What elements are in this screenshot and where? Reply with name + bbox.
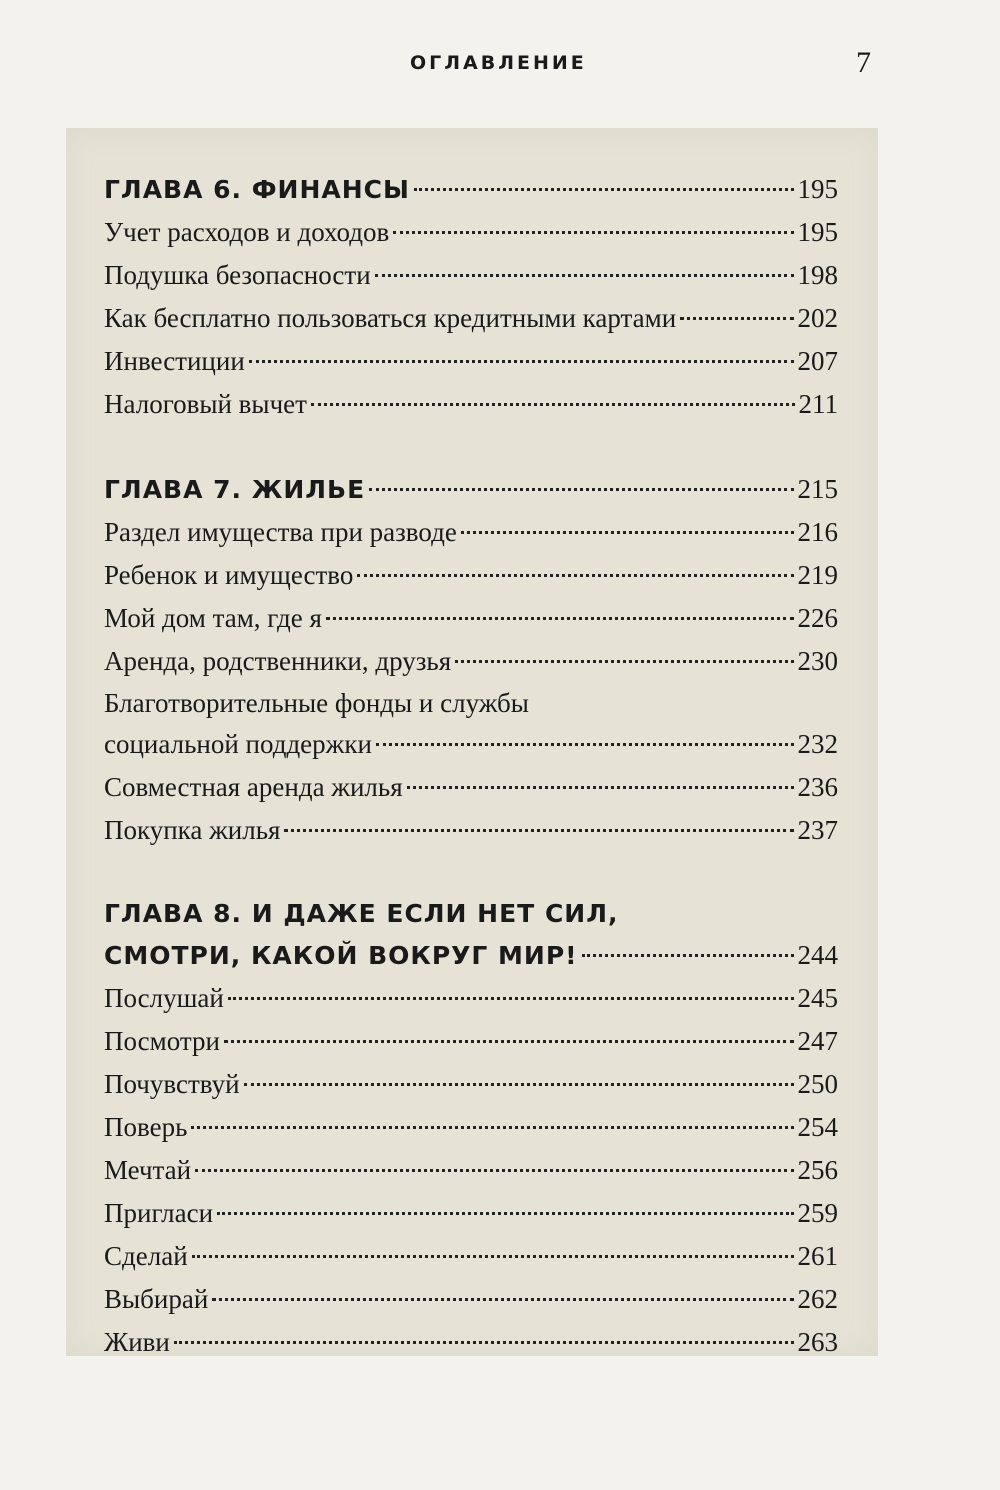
toc-entry[interactable] [104,1149,838,1192]
page-number: 7 [856,46,871,79]
toc-entry[interactable] [104,383,838,426]
toc-entry[interactable] [104,1321,838,1364]
entry-label: Выбирай [104,1284,209,1314]
toc-entry[interactable] [104,809,838,852]
dot-leader [212,1298,793,1301]
entry-page: 232 [797,729,838,759]
chapter-page: 195 [797,174,838,204]
toc-entry[interactable] [104,1235,838,1278]
entry-label: Раздел имущества при разводе [104,517,457,547]
entry-label-line1[interactable]: Благотворительные фонды и службы [104,688,529,718]
entry-page: 259 [797,1198,838,1228]
entry-page: 198 [797,260,838,290]
dot-leader [461,531,794,534]
entry-page: 236 [797,772,838,802]
dot-leader [195,1169,793,1172]
toc-entry[interactable] [104,254,838,297]
dot-leader [582,954,794,957]
entry-label: Почувствуй [104,1069,240,1099]
entry-label: Инвестиции [104,346,245,376]
section-gap [104,852,838,894]
entry-label: Сделай [104,1241,188,1271]
entry-label: Мой дом там, где я [104,603,322,633]
toc-chapter-6[interactable] [104,168,838,211]
dot-leader [393,231,793,234]
toc-entry[interactable] [104,211,838,254]
entry-page: 216 [797,517,838,547]
toc-chapter-7[interactable] [104,468,838,511]
dot-leader [249,360,794,363]
toc-entry[interactable] [104,511,838,554]
dot-leader [414,188,794,191]
entry-page: 219 [797,560,838,590]
toc-entry[interactable] [104,723,838,766]
running-head [0,48,1000,88]
dot-leader [191,1126,793,1129]
dot-leader [311,403,795,406]
dot-leader [228,997,794,1000]
entry-page: 247 [797,1026,838,1056]
chapter-title: ГЛАВА 7. ЖИЛЬЕ [104,475,366,504]
toc-entry[interactable] [104,977,838,1020]
dot-leader [217,1212,793,1215]
chapter-title-line1[interactable]: ГЛАВА 8. И ДАЖЕ ЕСЛИ НЕТ СИЛ, [104,899,619,928]
chapter-title: ГЛАВА 6. ФИНАНСЫ [104,175,410,204]
entry-label: Послушай [104,983,224,1013]
running-title: ОГЛАВЛЕНИЕ [410,52,587,74]
entry-label: Покупка жилья [104,815,281,845]
dot-leader [244,1083,794,1086]
entry-page: 261 [797,1241,838,1271]
chapter-title-line2: СМОТРИ, КАКОЙ ВОКРУГ МИР! [104,941,578,970]
entry-label: Ребенок и имущество [104,560,354,590]
entry-page: 245 [797,983,838,1013]
dot-leader [357,574,793,577]
dot-leader [680,317,793,320]
dot-leader [284,829,793,832]
entry-label: Подушка безопасности [104,260,371,290]
entry-page: 263 [797,1327,838,1357]
toc-entry[interactable] [104,1063,838,1106]
toc-entry[interactable] [104,554,838,597]
toc-entry[interactable] [104,1020,838,1063]
toc-entry[interactable] [104,340,838,383]
section-gap [104,426,838,468]
toc-entry[interactable] [104,1106,838,1149]
dot-leader [326,617,794,620]
dot-leader [455,660,793,663]
entry-page: 250 [797,1069,838,1099]
entry-label: Посмотри [104,1026,220,1056]
entry-label: Учет расходов и доходов [104,217,390,247]
entry-label: Как бесплатно пользоваться кредитными картами [104,303,677,333]
entry-label: Мечтай [104,1155,192,1185]
entry-label-line2: социальной поддержки [104,729,372,759]
toc-entry[interactable] [104,1278,838,1321]
entry-page: 230 [797,646,838,676]
entry-page: 211 [798,389,838,419]
dot-leader [192,1255,794,1258]
dot-leader [375,274,794,277]
dot-leader [376,743,794,746]
toc-entry[interactable] [104,1192,838,1235]
entry-label: Пригласи [104,1198,214,1228]
entry-page: 256 [797,1155,838,1185]
entry-label: Аренда, родственники, друзья [104,646,452,676]
entry-page: 254 [797,1112,838,1142]
entry-page: 195 [797,217,838,247]
toc-entry[interactable] [104,640,838,683]
table-of-contents [104,168,838,1364]
dot-leader [407,786,794,789]
entry-page: 202 [797,303,838,333]
chapter-page: 244 [797,940,838,970]
entry-page: 207 [797,346,838,376]
entry-page: 262 [797,1284,838,1314]
toc-entry[interactable] [104,597,838,640]
toc-entry[interactable] [104,766,838,809]
dot-leader [174,1341,794,1344]
entry-label: Живи [104,1327,170,1357]
entry-page: 226 [797,603,838,633]
chapter-page: 215 [797,474,838,504]
entry-label: Поверь [104,1112,188,1142]
toc-chapter-8[interactable] [104,934,838,977]
entry-label: Совместная аренда жилья [104,772,403,802]
entry-page: 237 [797,815,838,845]
dot-leader [369,488,793,491]
toc-entry[interactable] [104,297,838,340]
entry-label: Налоговый вычет [104,389,307,419]
dot-leader [224,1040,794,1043]
